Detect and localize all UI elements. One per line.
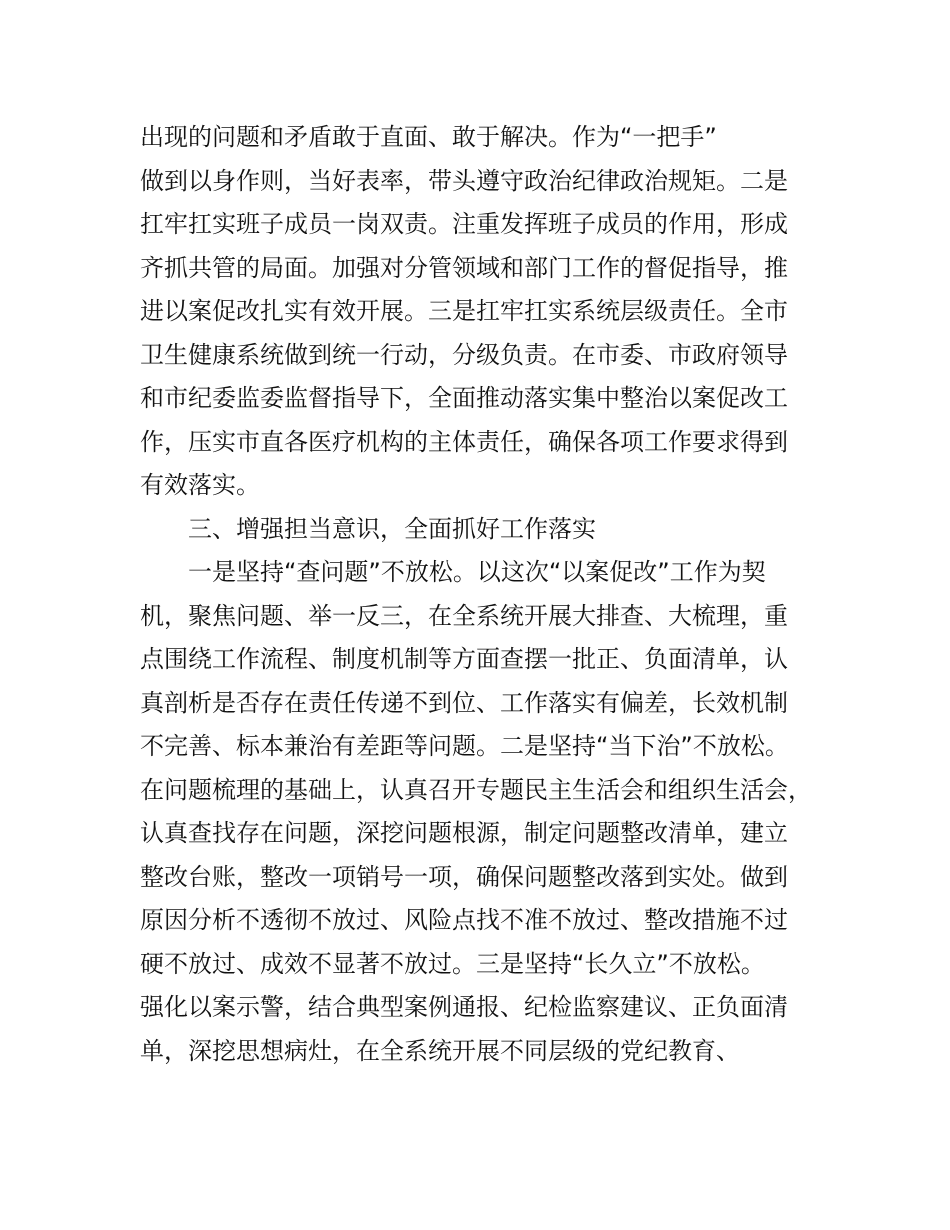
body-text-line: 认真查找存在问题，深挖问题根源，制定问题整改清单，建立	[140, 819, 788, 847]
body-text-line: 在问题梳理的基础上，认真召开专题民主生活会和组织生活会，	[140, 775, 812, 804]
body-text-line: 卫生健康系统做到统一行动，分级负责。在市委、市政府领导	[140, 340, 788, 369]
body-text-line: 原因分析不透彻不放过、风险点找不准不放过、整改措施不过	[140, 906, 788, 934]
body-text-line: 扛牢扛实班子成员一岗双责。注重发挥班子成员的作用，形成	[140, 210, 788, 238]
body-text-line: 做到以身作则，当好表率，带头遵守政治纪律政治规矩。二是	[140, 166, 788, 195]
body-text-line: 不完善、标本兼治有差距等问题。二是坚持“当下治”不放松。	[140, 732, 789, 760]
body-text-line: 齐抓共管的局面。加强对分管领域和部门工作的督促指导，推	[140, 253, 788, 282]
body-text-line: 真剖析是否存在责任传递不到位、工作落实有偏差，长效机制	[140, 688, 788, 717]
body-text-line: 出现的问题和矛盾敢于直面、敢于解决。作为“一把手”	[140, 123, 717, 151]
body-text-line: 单，深挖思想病灶，在全系统开展不同层级的党纪教育、	[140, 1036, 740, 1065]
body-text-line: 作，压实市直各医疗机构的主体责任，确保各项工作要求得到	[140, 427, 788, 456]
body-text-line: 和市纪委监委监督指导下，全面推动落实集中整治以案促改工	[140, 384, 788, 412]
body-text-line: 整改台账，整改一项销号一项，确保问题整改落到实处。做到	[140, 862, 788, 891]
paragraph-first-line: 一是坚持“查问题”不放松。以这次“以案促改”工作为契	[188, 558, 766, 586]
section-heading: 三、增强担当意识，全面抓好工作落实	[188, 514, 596, 543]
body-text-line: 强化以案示警，结合典型案例通报、纪检监察建议、正负面清	[140, 993, 788, 1021]
body-text-line: 进以案促改扎实有效开展。三是扛牢扛实系统层级责任。全市	[140, 297, 788, 325]
document-body	[140, 116, 830, 1073]
body-text-line: 点围绕工作流程、制度机制等方面查摆一批正、负面清单，认	[140, 645, 788, 673]
body-text-line: 硬不放过、成效不显著不放过。三是坚持“长久立”不放松。	[140, 949, 765, 978]
body-text-line: 有效落实。	[140, 471, 260, 499]
body-text-line: 机，聚焦问题、举一反三，在全系统开展大排查、大梳理，重	[140, 601, 788, 630]
